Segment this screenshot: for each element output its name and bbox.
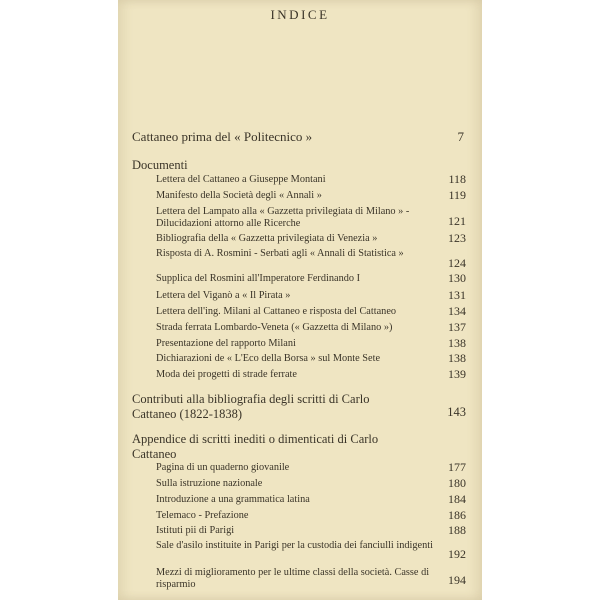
toc-item-label: Dichiarazioni de « L'Eco della Borsa » sul Monte Sete xyxy=(156,353,381,364)
toc-item-label: Sulla istruzione nazionale xyxy=(156,478,263,489)
toc-item-label: Lettera del Cattaneo a Giuseppe Montani xyxy=(156,174,326,185)
toc-item-page: 184 xyxy=(448,492,466,506)
toc-item-page: 137 xyxy=(448,320,466,334)
toc-entry-page: 7 xyxy=(457,129,464,144)
toc-item-page: 119 xyxy=(448,188,466,202)
toc-item-label: Lettera dell'ing. Milani al Cattaneo e risposta del Cattaneo xyxy=(156,306,397,317)
toc-item-page: 138 xyxy=(448,336,466,350)
toc-item-label: Bibliografia della « Gazzetta privilegiata di Venezia » xyxy=(156,233,378,244)
toc-item-page: 123 xyxy=(448,231,466,245)
section-title-contributi: Contributi alla bibliografia degli scritti di Carlo Cattaneo (1822-1838) xyxy=(132,392,370,421)
toc-item-label: Sale d'asilo instituite in Parigi per la custodia dei fanciulli indigenti xyxy=(156,540,433,551)
toc-item-page: 124 xyxy=(448,256,466,270)
toc-item-page: 118 xyxy=(448,172,466,186)
toc-item-page: 177 xyxy=(448,460,466,474)
toc-item-page: 188 xyxy=(448,523,466,537)
toc-item-label: Lettera del Viganò a « Il Pirata » xyxy=(156,290,291,301)
toc-item-label: Strada ferrata Lombardo-Veneta (« Gazzetta di Milano ») xyxy=(156,322,393,333)
toc-item-page: 138 xyxy=(448,351,466,365)
toc-item-label: Introduzione a una grammatica latina xyxy=(156,494,310,505)
section-page: 143 xyxy=(447,405,466,419)
toc-item-label: Presentazione del rapporto Milani xyxy=(156,338,296,349)
toc-item-page: 192 xyxy=(448,547,466,561)
toc-item-label: Manifesto della Società degli « Annali » xyxy=(156,190,322,201)
toc-item-page: 194 xyxy=(448,573,466,587)
toc-item-page: 139 xyxy=(448,367,466,381)
toc-item-label: Supplica del Rosmini all'Imperatore Ferdinando I xyxy=(156,273,361,284)
toc-item-label: Risposta di A. Rosmini - Serbati agli « Annali di Statistica » xyxy=(156,248,404,259)
toc-item-label: Mezzi di miglioramento per le ultime classi della società. Casse di risparmio xyxy=(156,567,430,590)
page-title: INDICE xyxy=(270,7,330,22)
toc-item-label: Moda dei progetti di strade ferrate xyxy=(156,369,297,380)
toc-item-page: 131 xyxy=(448,288,466,302)
toc-item-label: Lettera del Lampato alla « Gazzetta privilegiata di Milano » - Dilucidazioni attorno alle Ricerche xyxy=(156,206,410,229)
toc-item-label: Telemaco - Prefazione xyxy=(156,510,249,521)
book-page: INDICE Cattaneo prima del « Politecnico » 7 Documenti Lettera del Cattaneo a Giuseppe Montani 118 Manifesto della Società degli « Annali » 119 Lettera del Lampato alla « Gazzetta privilegiata di Milano » - Dilucidazioni attorno alle Ricerche 121 Bibliografia della « Gazzetta privilegiata di Venezia » 123 Risposta di A. Rosmini - Serbati agli « Annali di Statistica » 124 Supplica del Rosmini all'Imperatore Ferdinando I 130 Lettera del Viganò a « Il Pirata » 131 Lettera dell'ing. Milani al Cattaneo e risposta del Cattaneo 134 Strada ferrata Lombardo-Veneta (« Gazzetta di Milano ») 137 Presentazione del rapporto Milani 138 Dichiarazioni de « L'Eco della Borsa » sul Monte Sete 138 Moda dei progetti di strade ferrate 139 Contributi alla bibliografia degli scritti di Carlo Cattaneo (1822-1838) 143 Appendice di scritti inediti o dimenticati di Carlo Cattaneo Pagina di un quaderno giovanile 177 Sulla istruzione nazionale 180 Introduzione a una grammatica latina 184 Telemaco - Prefazione 186 Istituti pii di Parigi 188 Sale d'asilo instituite in Parigi per la custodia dei fanciulli indigenti 192 Mezzi di miglioramento per le ultime classi della società. Casse di risparmio 194 xyxy=(118,0,482,600)
toc-entry-label: Cattaneo prima del « Politecnico » xyxy=(132,129,313,144)
toc-item-page: 186 xyxy=(448,508,466,522)
toc-item-page: 134 xyxy=(448,304,466,318)
toc-item-page: 180 xyxy=(448,476,466,490)
toc-item-label: Istituti pii di Parigi xyxy=(156,525,235,536)
toc-item-page: 130 xyxy=(448,271,466,285)
toc-item-page: 121 xyxy=(448,214,466,228)
toc-item-label: Pagina di un quaderno giovanile xyxy=(156,462,290,473)
